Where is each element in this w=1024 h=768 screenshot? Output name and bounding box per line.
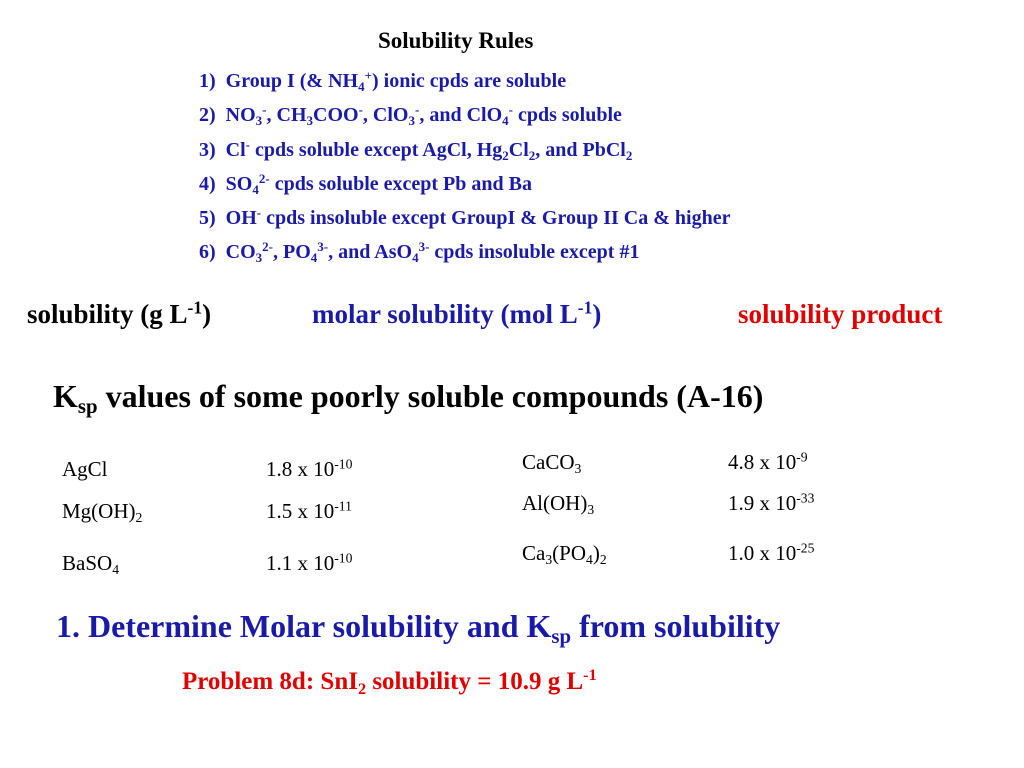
rule-6: 6) $CO_3^{2-}$, $PO_4^{3-}$, and AsO$_4^{3-}$ cpds insoluble except #1 [199,238,640,265]
rule-4: 4) $SO_4^{2-}$ cpds soluble except Pb and Ba [199,170,532,197]
rule-number: 6) [199,241,216,263]
rule-3: 3) Cl- cpds soluble except AgCl, $Hg_2Cl_2$, and PbCl$_2$ [199,136,633,163]
ksp-value-aloh3: 1.9 x $10^{-33}$ [728,490,815,515]
rule-number: 2) [199,104,216,126]
compound-aloh3: $Al(OH)_3$ [522,491,595,518]
rule-2: 2) $NO_3^-$, $CH_3COO^-$, ClO$_3$-, and ClO$_4$- cpds soluble [199,101,622,128]
ksp-value-ca3po42: 1.0 x $10^{-25}$ [728,540,815,565]
rules-title: Solubility Rules [378,28,534,53]
compound-ca3po42: $Ca_3(PO_4)_2$ [522,541,607,568]
rule-number: 5) [199,207,216,229]
compound-agcl: AgCl [62,457,108,481]
solubility-units-label: solubility (g $L^{-1}$) [27,297,212,329]
compound-mgoh2: $Mg(OH)_2$ [62,499,143,526]
ksp-value-agcl: 1.8 x $10^{-10}$ [266,456,353,481]
ksp-value-mgoh2: 1.5 x $10^{-11}$ [266,498,352,523]
solubility-product-label: solubility product [738,299,943,329]
rule-number: 4) [199,173,216,195]
rule-number: 1) [199,70,216,92]
task-heading: 1. Determine Molar solubility and $K_{sp}$ from solubility [56,608,781,649]
compound-caco3: CaCO$_3$ [522,450,582,477]
rule-number: 3) [199,139,216,161]
rule-1: 1) Group I (& $NH_4^+$) ionic cpds are soluble [199,67,567,94]
molar-solubility-units-label: molar solubility (mol $L^{-1}$) [312,297,602,329]
ksp-value-caco3: 4.8 x $10^{-9}$ [728,449,808,474]
compound-baso4: BaSO$_4$ [62,551,120,578]
problem-statement: Problem 8d: SnI$_2$ solubility = 10.9 g $L^{-1}$ [182,666,597,698]
ksp-heading: $K_{sp}$ values of some poorly soluble compounds (A-16) [53,378,764,419]
ksp-value-baso4: 1.1 x $10^{-10}$ [266,550,353,575]
rule-5: 5) OH- cpds insoluble except GroupI & Group II Ca & higher [199,204,731,229]
